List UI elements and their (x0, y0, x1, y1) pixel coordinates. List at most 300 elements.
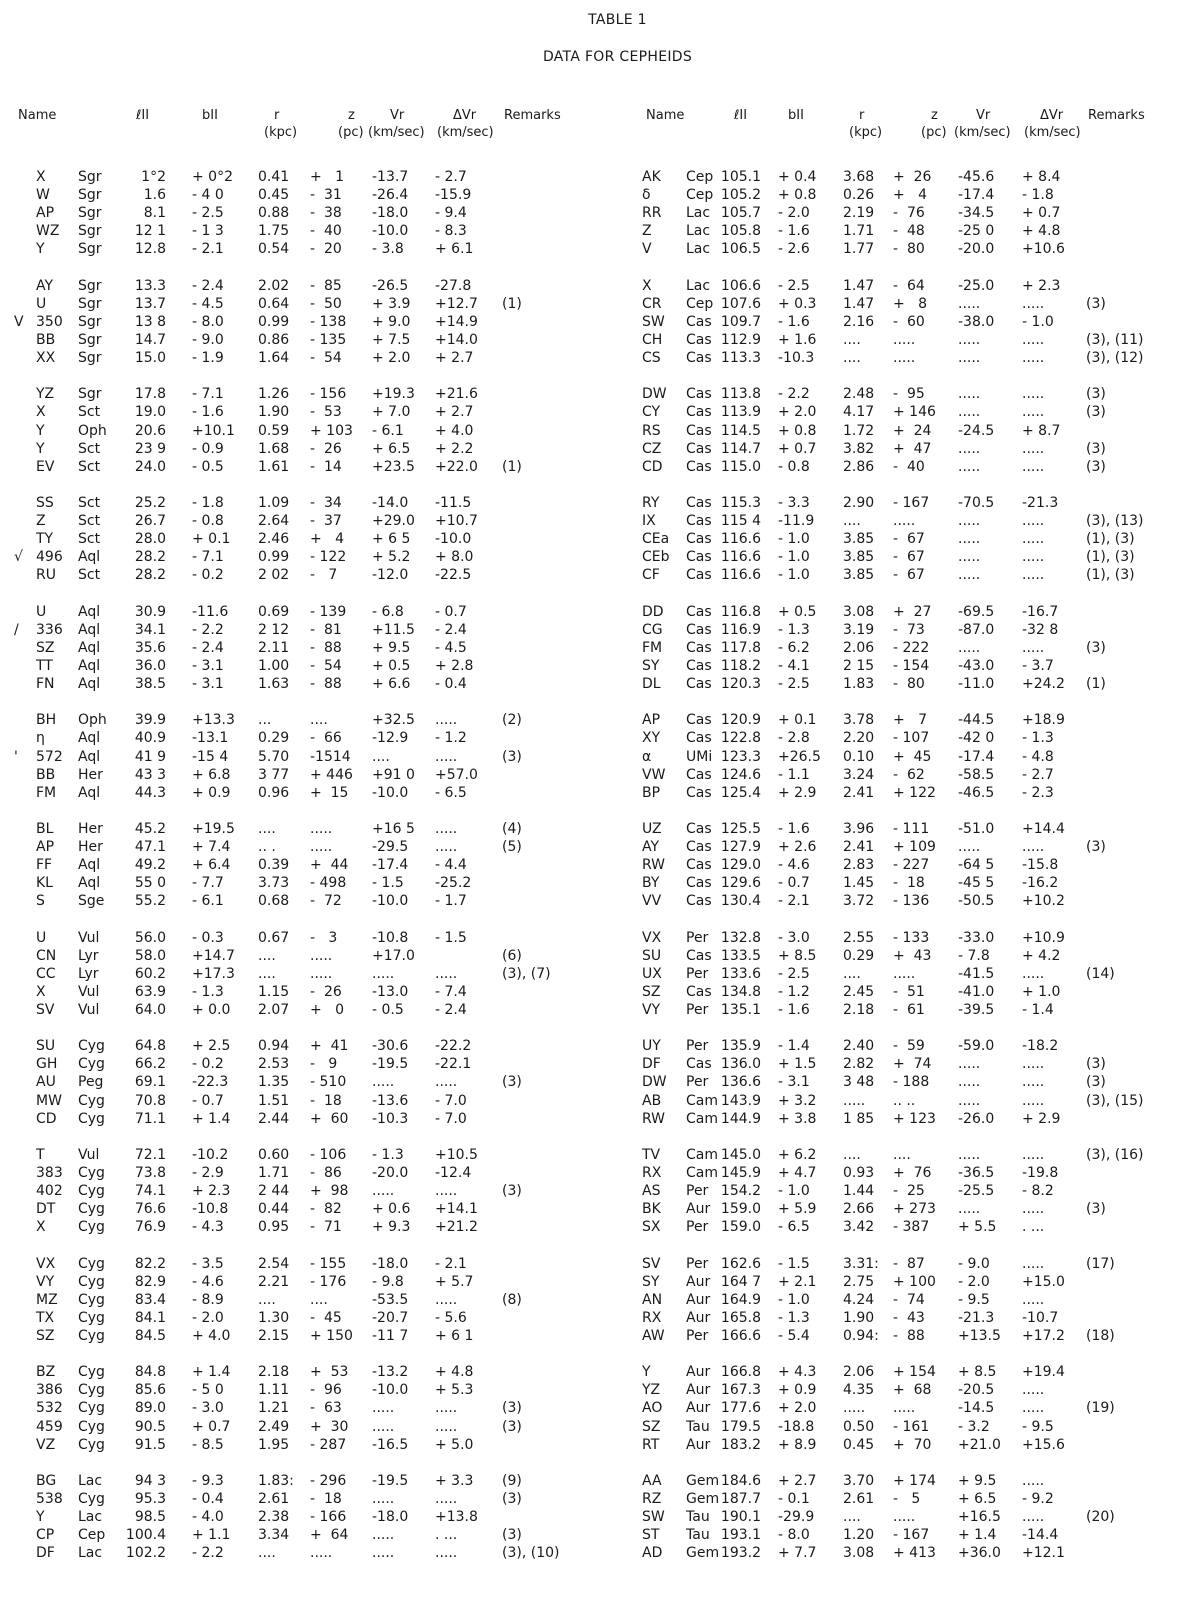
cell-con: Cas (686, 603, 712, 620)
cell-vr: -64 5 (958, 857, 995, 874)
table-row (14, 458, 599, 476)
table-row (642, 1037, 1187, 1055)
cell-r: 1.71 (843, 223, 875, 240)
table-row (642, 277, 1187, 295)
header-z-unit: (pc) (921, 125, 947, 140)
cell-con: Gem (686, 1490, 720, 1507)
cell-r: 2.16 (843, 313, 875, 330)
cell-r: 0.99 (258, 549, 290, 566)
cell-dvr: ..... (1022, 331, 1045, 348)
group-gap (642, 585, 1187, 603)
cell-vr: + 6.6 (372, 676, 411, 693)
cell-b: + 0.1 (778, 712, 817, 729)
cell-vr: + 5.2 (372, 549, 411, 566)
cell-r: 2.20 (843, 730, 875, 747)
cell-dvr: . ... (1022, 1219, 1045, 1236)
cell-con: Cas (686, 766, 712, 783)
cell-l: 85.6 (134, 1382, 166, 1399)
cell-dvr: . ... (435, 1527, 458, 1544)
cell-r: 2 02 (258, 567, 290, 584)
cell-r: .. . (258, 839, 276, 856)
cell-star: AA (642, 1472, 662, 1489)
cell-l: 113.9 (720, 404, 761, 421)
cell-z: - 66 (310, 730, 342, 747)
cell-r: .... (843, 513, 861, 530)
cell-b: + 0.7 (778, 440, 817, 457)
cell-dvr: - 0.7 (435, 603, 467, 620)
cell-star: CR (642, 295, 662, 312)
cell-b: - 1.0 (778, 567, 810, 584)
cell-r: 3.85 (843, 567, 875, 584)
cell-b: + 8.5 (778, 947, 817, 964)
cell-dvr: ..... (1022, 458, 1045, 475)
group-gap (14, 693, 599, 711)
cell-star: DF (36, 1545, 55, 1562)
cell-l: 76.9 (134, 1219, 166, 1236)
cell-con: Cas (686, 422, 712, 439)
cell-r: 3.68 (843, 169, 875, 185)
cell-r: 2.66 (843, 1201, 875, 1218)
cell-dvr: + 2.8 (435, 657, 474, 674)
cell-dvr: + 3.3 (435, 1472, 474, 1489)
cell-b: - 1.9 (192, 350, 224, 367)
cell-r: 1.63 (258, 676, 290, 693)
cell-con: Cas (686, 440, 712, 457)
cell-z: + 60 (310, 1110, 349, 1127)
table-row (14, 1291, 599, 1309)
cell-vr: + 8.5 (958, 1364, 997, 1381)
group-gap (14, 1454, 599, 1472)
cell-z: - 48 (893, 223, 925, 240)
cell-dvr: -15.8 (1022, 857, 1059, 874)
cell-r: 2.15 (258, 1328, 290, 1344)
cell-vr: -34.5 (958, 205, 995, 222)
table-row (642, 403, 1187, 421)
cell-star: X (36, 404, 46, 421)
cell-star: CP (36, 1527, 55, 1544)
cell-star: YZ (642, 1382, 661, 1399)
cell-r: 0.88 (258, 205, 290, 222)
cell-star: AD (642, 1545, 663, 1562)
cell-z: + 27 (893, 603, 932, 620)
cell-b: - 2.5 (778, 965, 810, 982)
cell-l: 145.9 (720, 1165, 761, 1182)
cell-vr: +91 0 (372, 766, 415, 783)
cell-rem: (19) (1086, 1400, 1115, 1417)
cell-con: Lac (686, 205, 711, 222)
cell-con: Cas (686, 494, 712, 511)
cell-star: 538 (36, 1490, 63, 1507)
header-z: z (348, 108, 355, 123)
cell-dvr: - 1.5 (435, 929, 467, 946)
cell-vr: -30.6 (372, 1038, 409, 1055)
cell-vr: -10.0 (372, 1382, 409, 1399)
cell-l: 125.5 (720, 820, 761, 837)
cell-z: - 138 (310, 313, 347, 330)
table-row (642, 838, 1187, 856)
cell-con: Sct (78, 513, 101, 530)
cell-z: + 100 (893, 1273, 936, 1290)
cell-z: - 37 (310, 513, 342, 530)
cell-con: Cyg (78, 1400, 105, 1417)
cell-vr: +16.5 (958, 1509, 1001, 1526)
table-row (14, 657, 599, 675)
cell-z: + 44 (310, 857, 349, 874)
cell-con: Cyg (78, 1092, 105, 1109)
cell-b: - 1.2 (778, 983, 810, 1000)
group-gap (642, 693, 1187, 711)
cell-l: 17.8 (134, 386, 166, 403)
table-row (14, 1218, 599, 1236)
cell-b: - 2.5 (192, 205, 224, 222)
cell-z: - 64 (893, 277, 925, 294)
cell-star: CC (36, 965, 56, 982)
cell-vr: -58.5 (958, 766, 995, 783)
cell-star: RZ (642, 1490, 662, 1507)
cell-z: - 154 (893, 657, 930, 674)
cell-con: Cam (686, 1146, 718, 1163)
cell-vr: +23.5 (372, 458, 415, 475)
cell-rem: (6) (502, 947, 522, 964)
cell-b: - 4.3 (192, 1219, 224, 1236)
cell-b: - 3.0 (778, 929, 810, 946)
cell-l: 113.8 (720, 386, 761, 403)
cell-dvr: ..... (1022, 1255, 1045, 1272)
cell-z: ..... (893, 965, 916, 982)
cell-r: 0.60 (258, 1146, 290, 1163)
cell-vr: ..... (958, 331, 981, 348)
cell-b: - 0.2 (192, 1056, 224, 1073)
cell-l: 1°2 (141, 169, 166, 185)
cell-dvr: ..... (435, 839, 458, 856)
cell-rem: (3) (1086, 639, 1106, 656)
cell-rem: (8) (502, 1291, 522, 1308)
table-row (642, 1255, 1187, 1273)
cell-z: - 167 (893, 494, 930, 511)
cell-b: - 8.9 (192, 1291, 224, 1308)
cell-z: - 95 (893, 386, 925, 403)
cell-b: - 3.5 (192, 1255, 224, 1272)
cell-con: Lac (686, 223, 711, 240)
cell-r: 2.07 (258, 1002, 290, 1019)
cell-con: Sgr (78, 313, 102, 330)
cell-star: Y (642, 1364, 651, 1381)
cell-con: Vul (78, 1002, 100, 1019)
table-row (642, 1544, 1187, 1562)
left-half-table (14, 100, 599, 1562)
cell-star: TV (642, 1146, 661, 1163)
cell-b: - 1.0 (778, 531, 810, 548)
cell-b: + 1.5 (778, 1056, 817, 1073)
cell-rem: (3) (1086, 404, 1106, 421)
cell-dvr: -18.2 (1022, 1038, 1059, 1055)
cell-z: - 63 (310, 1400, 342, 1417)
table-row (14, 566, 599, 584)
cell-star: RY (642, 494, 660, 511)
cell-vr: .... (372, 748, 390, 765)
cell-z: - 176 (310, 1273, 347, 1290)
cell-b: - 6.2 (778, 639, 810, 656)
cell-l: 13.3 (134, 277, 166, 294)
cell-r: 1.72 (843, 422, 875, 439)
cell-vr: -19.5 (372, 1472, 409, 1489)
cell-l: 122.8 (720, 730, 761, 747)
cell-vr: ..... (958, 1146, 981, 1163)
cell-r: 2.86 (843, 458, 875, 475)
cell-b: - 2.8 (778, 730, 810, 747)
cell-rem: (18) (1086, 1328, 1115, 1344)
cell-star: SW (642, 1509, 665, 1526)
group-gap (642, 476, 1187, 494)
cell-star: Y (36, 1509, 45, 1526)
cell-con: Cyg (78, 1490, 105, 1507)
cell-con: Aql (78, 657, 101, 674)
cell-z: - 67 (893, 531, 925, 548)
cell-l: 12.8 (134, 241, 166, 258)
cell-vr: -70.5 (958, 494, 995, 511)
cell-l: 41 9 (134, 748, 166, 765)
cell-con: Cep (686, 169, 714, 185)
cell-b: + 2.5 (192, 1038, 231, 1055)
cell-r: 2.21 (258, 1273, 290, 1290)
header-b: bII (202, 108, 218, 123)
cell-star: X (36, 1219, 46, 1236)
cell-b: - 1.6 (778, 820, 810, 837)
cell-dvr: + 2.3 (1022, 277, 1061, 294)
cell-b: - 9.3 (192, 1472, 224, 1489)
cell-r: 0.96 (258, 784, 290, 801)
cell-r: 1.15 (258, 983, 290, 1000)
cell-z: - 54 (310, 657, 342, 674)
cell-star: X (36, 983, 46, 1000)
cell-star: BB (36, 331, 56, 348)
cell-vr: ..... (958, 350, 981, 367)
table-row (642, 186, 1187, 204)
cell-dvr: + 2.9 (1022, 1110, 1061, 1127)
header-z-unit: (pc) (338, 125, 364, 140)
cell-l: 164 7 (720, 1273, 761, 1290)
cell-l: 60.2 (134, 965, 166, 982)
cell-dvr: ..... (435, 1490, 458, 1507)
cell-vr: -26.0 (958, 1110, 995, 1127)
cell-dvr: +10.5 (435, 1146, 478, 1163)
cell-dvr: ..... (1022, 1472, 1045, 1489)
cell-dvr: -10.0 (435, 531, 472, 548)
cell-dvr: + 8.7 (1022, 422, 1061, 439)
header-r: r (274, 108, 280, 123)
cell-rem: (1), (3) (1086, 549, 1135, 566)
cell-vr: - 7.8 (958, 947, 990, 964)
cell-z: - 5 (893, 1490, 921, 1507)
cell-b: + 3.2 (778, 1092, 817, 1109)
table-row (14, 422, 599, 440)
cell-pre: √ (14, 549, 23, 566)
table-row (14, 295, 599, 313)
table-row (14, 1055, 599, 1073)
cell-r: 1.21 (258, 1400, 290, 1417)
cell-vr: +21.0 (958, 1436, 1001, 1453)
cell-z: - 45 (310, 1309, 342, 1326)
cell-vr: -18.0 (372, 1255, 409, 1272)
cell-vr: -20.5 (958, 1382, 995, 1399)
cell-vr: ..... (958, 513, 981, 530)
cell-z: - 88 (310, 639, 342, 656)
cell-rem: (1) (502, 458, 522, 475)
group-gap (14, 1345, 599, 1363)
cell-star: Y (36, 440, 45, 457)
cell-b: + 4.3 (778, 1364, 817, 1381)
cell-dvr: + 4.0 (435, 422, 474, 439)
cell-r: 2.90 (843, 494, 875, 511)
cell-star: AY (642, 839, 660, 856)
cell-r: 0.86 (258, 331, 290, 348)
table-row (14, 711, 599, 729)
cell-r: 2.75 (843, 1273, 875, 1290)
cell-star: RW (642, 857, 666, 874)
cell-dvr: + 4.8 (435, 1364, 474, 1381)
cell-z: - 31 (310, 187, 342, 204)
table-row (14, 1200, 599, 1218)
table-row (14, 1544, 599, 1562)
cell-b: - 6.5 (778, 1219, 810, 1236)
cell-star: FM (36, 784, 57, 801)
cell-vr: -14.5 (958, 1400, 995, 1417)
cell-b: + 0°2 (192, 169, 233, 185)
cell-l: 13 8 (134, 313, 166, 330)
cell-l: 154.2 (720, 1183, 761, 1200)
cell-vr: ..... (958, 567, 981, 584)
cell-l: 159.0 (720, 1219, 761, 1236)
cell-dvr: + 5.7 (435, 1273, 474, 1290)
table-row (642, 494, 1187, 512)
cell-b: - 7.7 (192, 875, 224, 892)
cell-con: Aql (78, 639, 101, 656)
table-row (14, 965, 599, 983)
cell-b: -15 4 (192, 748, 229, 765)
table-row (14, 603, 599, 621)
cell-l: 116.6 (720, 531, 761, 548)
cell-dvr: ..... (435, 1074, 458, 1091)
cell-r: 0.44 (258, 1201, 290, 1218)
cell-star: AS (642, 1183, 661, 1200)
cell-r: 1.90 (258, 404, 290, 421)
cell-star: YZ (36, 386, 55, 403)
table-row (14, 240, 599, 258)
table-row (14, 1472, 599, 1490)
cell-b: + 7.4 (192, 839, 231, 856)
cell-vr: -17.4 (958, 187, 995, 204)
cell-con: Per (686, 1038, 709, 1055)
cell-b: + 1.4 (192, 1110, 231, 1127)
cell-b: - 1.3 (778, 621, 810, 638)
cell-r: .... (843, 1146, 861, 1163)
cell-r: 1.11 (258, 1382, 290, 1399)
cell-vr: -59.0 (958, 1038, 995, 1055)
cell-b: -10.2 (192, 1146, 229, 1163)
table-row (14, 1182, 599, 1200)
cell-b: + 3.8 (778, 1110, 817, 1127)
cell-l: 58.0 (134, 947, 166, 964)
cell-b: - 6.1 (192, 893, 224, 910)
cell-r: 2.45 (843, 983, 875, 1000)
cell-z: - 72 (310, 893, 342, 910)
cell-b: - 4.0 (192, 1509, 224, 1526)
cell-vr: +19.3 (372, 386, 415, 403)
cell-vr: ..... (372, 1490, 395, 1507)
cell-con: Cam (686, 1165, 718, 1182)
table-row (642, 874, 1187, 892)
cell-star: CY (642, 404, 661, 421)
cell-b: - 1.0 (778, 1291, 810, 1308)
cell-l: 35.6 (134, 639, 166, 656)
cell-l: 144.9 (720, 1110, 761, 1127)
cell-z: + 74 (893, 1056, 932, 1073)
cell-con: Cas (686, 531, 712, 548)
cell-star: CF (642, 567, 660, 584)
header-dvr: ΔVr (1040, 108, 1064, 123)
cell-b: -22.3 (192, 1074, 229, 1091)
cell-b: -10.8 (192, 1201, 229, 1218)
cell-star: SZ (36, 639, 55, 656)
cell-l: 179.5 (720, 1418, 761, 1435)
cell-l: 120.3 (720, 676, 761, 693)
cell-vr: -33.0 (958, 929, 995, 946)
cell-l: 127.9 (720, 839, 761, 856)
table-row (14, 512, 599, 530)
cell-vr: -38.0 (958, 313, 995, 330)
cell-dvr: -12.4 (435, 1165, 472, 1182)
cell-con: Cas (686, 839, 712, 856)
cell-star: RT (642, 1436, 660, 1453)
cell-z: - 73 (893, 621, 925, 638)
cell-dvr: ..... (1022, 965, 1045, 982)
cell-con: Sct (78, 494, 101, 511)
cell-r: 2.82 (843, 1056, 875, 1073)
cell-b: - 5.4 (778, 1328, 810, 1344)
cell-r: 3.70 (843, 1472, 875, 1489)
cell-vr: ..... (958, 404, 981, 421)
cell-b: +10.1 (192, 422, 235, 439)
cell-dvr: ..... (1022, 513, 1045, 530)
cell-star: 402 (36, 1183, 63, 1200)
cell-b: - 2.2 (778, 386, 810, 403)
cell-b: - 0.7 (192, 1092, 224, 1109)
cell-l: 193.2 (720, 1545, 761, 1562)
cell-vr: + 2.0 (372, 350, 411, 367)
cell-b: + 0.9 (192, 784, 231, 801)
group-gap (642, 802, 1187, 820)
cell-b: +17.3 (192, 965, 235, 982)
cell-z: - 222 (893, 639, 930, 656)
table-row (14, 277, 599, 295)
cell-star: UX (642, 965, 662, 982)
table-row (14, 1073, 599, 1091)
cell-vr: - 2.0 (958, 1273, 990, 1290)
cell-rem: (5) (502, 839, 522, 856)
group-gap (642, 1236, 1187, 1254)
cell-vr: -69.5 (958, 603, 995, 620)
table-row (14, 313, 599, 331)
cell-rem: (3), (10) (502, 1545, 560, 1562)
cell-l: 129.0 (720, 857, 761, 874)
cell-rem: (9) (502, 1472, 522, 1489)
cell-vr: -53.5 (372, 1291, 409, 1308)
cell-vr: ..... (958, 839, 981, 856)
cell-dvr: +12.7 (435, 295, 478, 312)
cell-r: 1.30 (258, 1309, 290, 1326)
cell-star: DF (642, 1056, 661, 1073)
cell-l: 105.7 (720, 205, 761, 222)
